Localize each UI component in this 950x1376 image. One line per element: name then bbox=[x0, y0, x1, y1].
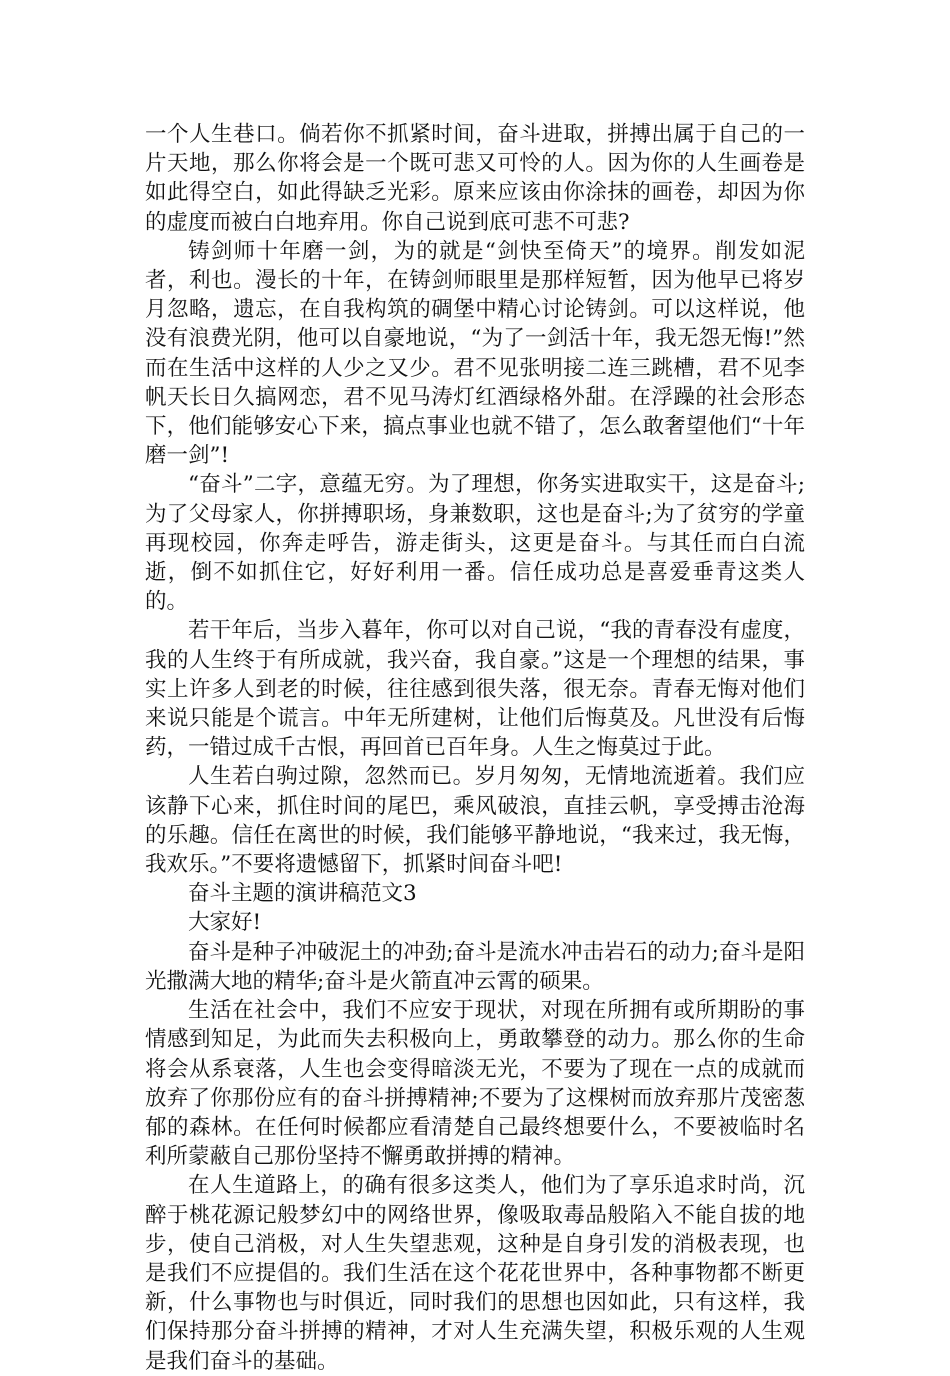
paragraph-8: 奋斗是种子冲破泥土的冲劲;奋斗是流水冲击岩石的动力;奋斗是阳光撒满大地的精华;奋斗是火箭直冲云霄的硕果。 bbox=[145, 939, 805, 994]
paragraph-9: 生活在社会中，我们不应安于现状，对现在所拥有或所期盼的事情感到知足，为此而失去积极向上，勇敢攀登的动力。那么你的生命将会从系衰落，人生也会变得暗淡无光，不要为了现在一点的成就而放弃了你那份应有的奋斗拼搏精神;不要为了这棵树而放弃那片茂密葱郁的森林。在任何时候都应看清楚自己最终想要什么，不要被临时名利所蒙蔽自己那份坚持不懈勇敢拼搏的精神。 bbox=[145, 998, 805, 1170]
greeting: 大家好! bbox=[188, 910, 262, 936]
paragraph-1: 一个人生巷口。倘若你不抓紧时间，奋斗进取，拼搏出属于自己的一片天地，那么你将会是一个既可悲又可怜的人。因为你的人生画卷是如此得空白，如此得缺乏光彩。原来应该由你涂抹的画卷，却因为你的虚度而被白白地弃用。你自己说到底可悲不可悲? bbox=[145, 122, 805, 235]
paragraph-2: 铸剑师十年磨一剑，为的就是“剑快至倚天”的境界。削发如泥者，利也。漫长的十年，在铸剑师眼里是那样短暂，因为他早已将岁月忽略，遗忘，在自我构筑的碉堡中精心讨论铸剑。可以这样说，他没有浪费光阴，他可以自豪地说，“为了一剑活十年，我无怨无悔!”然而在生活中这样的人少之又少。君不见张明接二连三跳槽，君不见李帆天长日久搞网恋，君不见马涛灯红酒绿格外甜。在浮躁的社会形态下，他们能够安心下来，搞点事业也就不错了，怎么敢奢望他们“十年磨一剑”! bbox=[145, 238, 805, 469]
paragraph-3: “奋斗”二字，意蕴无穷。为了理想，你务实进取实干，这是奋斗;为了父母家人，你拼搏职场，身兼数职，这也是奋斗;为了贫穷的学童再现校园，你奔走呼告，游走街头，这更是奋斗。与其任而白白流逝，倒不如抓住它，好好利用一番。信任成功总是喜爱垂青这类人的。 bbox=[145, 472, 805, 615]
document-page bbox=[145, 120, 805, 1376]
paragraph-5: 人生若白驹过隙，忽然而已。岁月匆匆，无情地流逝着。我们应该静下心来，抓住时间的尾巴，乘风破浪，直挂云帆，享受搏击沧海的乐趣。信任在离世的时候，我们能够平静地说，“我来过，我无悔，我欢乐。”不要将遗憾留下，抓紧时间奋斗吧! bbox=[145, 764, 805, 878]
paragraph-4: 若干年后，当步入暮年，你可以对自己说，“我的青春没有虚度，我的人生终于有所成就，我兴奋，我自豪。”这是一个理想的结果，事实上许多人到老的时候，往往感到很失落，很无奈。青春无悔对他们来说只能是个谎言。中年无所建树，让他们后悔莫及。凡世没有后悔药，一错过成千古恨，再回首已百年身。人生之悔莫过于此。 bbox=[145, 618, 805, 761]
section-heading: 奋斗主题的演讲稿范文3 bbox=[188, 881, 417, 907]
paragraph-10: 在人生道路上，的确有很多这类人，他们为了享乐追求时尚，沉醉于桃花源记般梦幻中的网络世界，像吸取毒品般陷入不能自拔的地步，使自己消极，对人生失望悲观，这种是自身引发的消极表现，也是我们不应提倡的。我们生活在这个花花世界中，各种事物都不断更新，什么事物也与时俱近，同时我们的思想也因如此，只有这样，我们保持那分奋斗拼搏的精神，才对人生充满失望，积极乐观的人生观是我们奋斗的基础。 bbox=[145, 1173, 805, 1374]
